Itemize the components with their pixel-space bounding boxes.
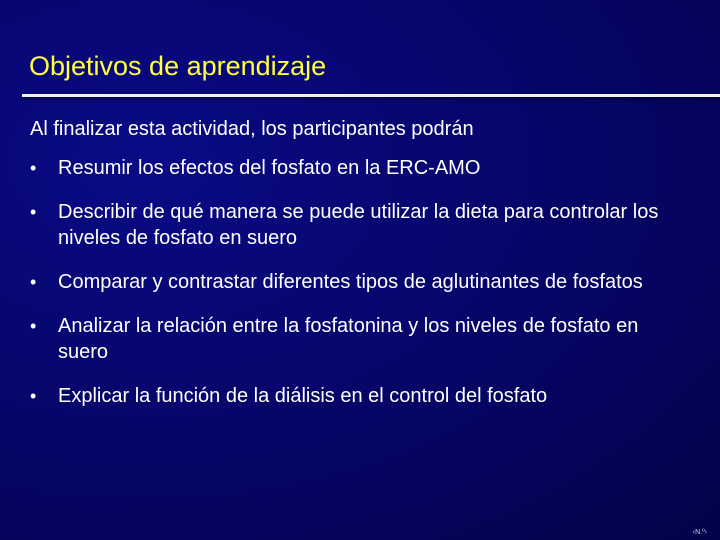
- intro-text: Al finalizar esta actividad, los participantes podrán: [30, 118, 474, 140]
- objectives-list: [30, 155, 690, 427]
- objective-text: Explicar la función de la diálisis en el control del fosfato: [58, 385, 548, 407]
- bullet-icon: •: [30, 272, 37, 292]
- objective-item: [30, 155, 690, 181]
- objective-item: [30, 269, 690, 295]
- bullet-icon: •: [30, 386, 37, 406]
- bullet-icon: •: [30, 202, 37, 222]
- bullet-icon: •: [30, 158, 37, 178]
- slide-title: Objetivos de aprendizaje: [29, 51, 327, 81]
- objective-item: [30, 313, 690, 365]
- title-divider: [22, 94, 720, 97]
- objective-item: [30, 383, 690, 409]
- objective-text: Analizar la relación entre la fosfatonina y los niveles de fosfato en suero: [58, 315, 639, 363]
- objective-text: Comparar y contrastar diferentes tipos de aglutinantes de fosfatos: [58, 271, 643, 293]
- page-number: ‹N.º›: [692, 529, 707, 536]
- objective-item: [30, 199, 690, 251]
- objective-text: Describir de qué manera se puede utilizar la dieta para controlar los niveles de fosfato en suero: [58, 201, 659, 249]
- bullet-icon: •: [30, 316, 37, 336]
- objective-text: Resumir los efectos del fosfato en la ERC-AMO: [58, 157, 481, 179]
